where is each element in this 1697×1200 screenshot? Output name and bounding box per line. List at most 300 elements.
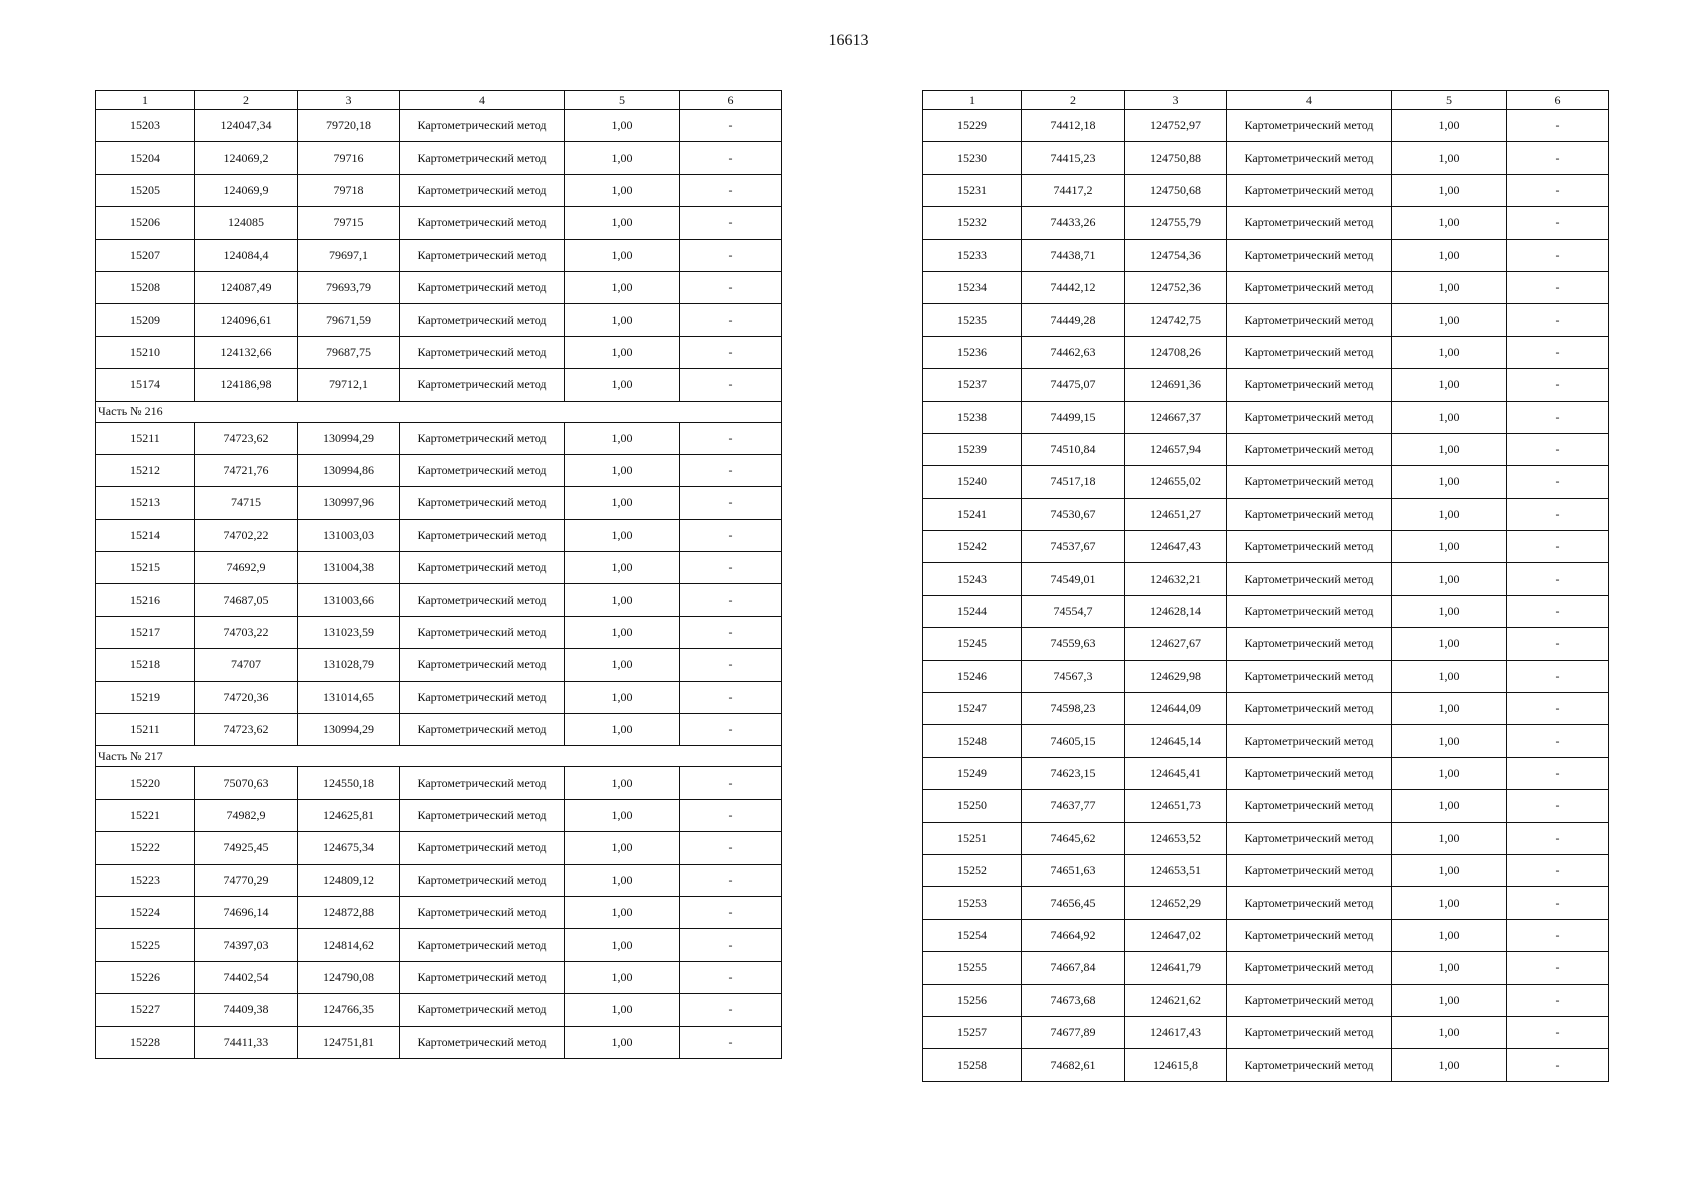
table-cell: 74637,77 <box>1022 790 1125 822</box>
table-row <box>923 142 1609 174</box>
table-cell: 15229 <box>923 110 1022 142</box>
table-row <box>923 110 1609 142</box>
table-cell: 15240 <box>923 466 1022 498</box>
table-cell: 74703,22 <box>195 616 298 648</box>
table-cell: Картометрический метод <box>400 929 565 961</box>
table-cell: 124047,34 <box>195 110 298 142</box>
table-row <box>96 929 782 961</box>
column-header: 6 <box>1507 91 1609 110</box>
table-cell: 124084,4 <box>195 239 298 271</box>
table-cell: 74415,23 <box>1022 142 1125 174</box>
table-cell: 124644,09 <box>1125 693 1227 725</box>
table-row <box>96 616 782 648</box>
table-cell: 15223 <box>96 864 195 896</box>
table-cell: Картометрический метод <box>1227 952 1392 984</box>
table-cell: 79720,18 <box>298 110 400 142</box>
table-cell: 131023,59 <box>298 616 400 648</box>
table-cell: 124655,02 <box>1125 466 1227 498</box>
coordinates-table-right <box>922 90 1609 1082</box>
table-cell: 15251 <box>923 822 1022 854</box>
table-cell: Картометрический метод <box>400 454 565 486</box>
table-cell: Картометрический метод <box>1227 1049 1392 1081</box>
table-cell: - <box>1507 271 1609 303</box>
table-cell: Картометрический метод <box>1227 854 1392 886</box>
table-cell: 124645,14 <box>1125 725 1227 757</box>
table-cell: Картометрический метод <box>400 142 565 174</box>
table-cell: - <box>1507 725 1609 757</box>
table-cell: 79715 <box>298 207 400 239</box>
table-row <box>96 369 782 401</box>
table-row <box>923 401 1609 433</box>
table-cell: 124651,73 <box>1125 790 1227 822</box>
table-cell: Картометрический метод <box>1227 433 1392 465</box>
table-cell: 124742,75 <box>1125 304 1227 336</box>
table-header-row <box>96 91 782 110</box>
table-cell: 1,00 <box>565 336 680 368</box>
table-cell: Картометрический метод <box>1227 725 1392 757</box>
table-cell: 15241 <box>923 498 1022 530</box>
table-cell: - <box>680 454 782 486</box>
table-cell: 1,00 <box>1392 660 1507 692</box>
table-cell: Картометрический метод <box>1227 369 1392 401</box>
table-cell: - <box>680 864 782 896</box>
table-row <box>96 896 782 928</box>
table-cell: 1,00 <box>565 239 680 271</box>
table-cell: Картометрический метод <box>1227 757 1392 789</box>
table-cell: 15252 <box>923 854 1022 886</box>
table-row <box>96 304 782 336</box>
table-cell: 74692,9 <box>195 552 298 584</box>
table-row <box>96 994 782 1026</box>
table-cell: 1,00 <box>1392 984 1507 1016</box>
table-row <box>96 422 782 454</box>
table-cell: 74411,33 <box>195 1026 298 1058</box>
table-cell: - <box>680 929 782 961</box>
table-cell: - <box>1507 790 1609 822</box>
table-cell: 74449,28 <box>1022 304 1125 336</box>
column-header: 3 <box>298 91 400 110</box>
table-row <box>923 1016 1609 1048</box>
table-cell: 1,00 <box>1392 498 1507 530</box>
table-cell: 74559,63 <box>1022 628 1125 660</box>
table-cell: 1,00 <box>565 304 680 336</box>
table-cell: 1,00 <box>1392 239 1507 271</box>
table-cell: - <box>680 767 782 799</box>
table-cell: 74438,71 <box>1022 239 1125 271</box>
table-cell: 74723,62 <box>195 422 298 454</box>
table-cell: 124647,43 <box>1125 531 1227 563</box>
table-cell: 1,00 <box>1392 207 1507 239</box>
table-cell: Картометрический метод <box>1227 1016 1392 1048</box>
table-cell: 1,00 <box>1392 854 1507 886</box>
table-cell: 124667,37 <box>1125 401 1227 433</box>
table-cell: Картометрический метод <box>1227 919 1392 951</box>
table-cell: Картометрический метод <box>400 422 565 454</box>
table-row <box>96 649 782 681</box>
table-cell: 74475,07 <box>1022 369 1125 401</box>
table-row <box>923 336 1609 368</box>
table-cell: 1,00 <box>1392 563 1507 595</box>
table-row <box>96 552 782 584</box>
table-cell: 1,00 <box>565 961 680 993</box>
table-row <box>923 854 1609 886</box>
table-cell: 74598,23 <box>1022 693 1125 725</box>
table-cell: 74567,3 <box>1022 660 1125 692</box>
table-cell: - <box>680 304 782 336</box>
table-cell: - <box>680 961 782 993</box>
table-cell: 74517,18 <box>1022 466 1125 498</box>
table-cell: 15204 <box>96 142 195 174</box>
table-cell: 1,00 <box>565 271 680 303</box>
table-cell: 124708,26 <box>1125 336 1227 368</box>
table-cell: 124752,36 <box>1125 271 1227 303</box>
column-header: 4 <box>400 91 565 110</box>
table-row <box>923 433 1609 465</box>
table-row <box>923 919 1609 951</box>
table-row <box>96 110 782 142</box>
table-cell: 124651,27 <box>1125 498 1227 530</box>
table-cell: 15234 <box>923 271 1022 303</box>
table-cell: 15233 <box>923 239 1022 271</box>
table-cell: 74645,62 <box>1022 822 1125 854</box>
table-cell: 15239 <box>923 433 1022 465</box>
table-cell: Картометрический метод <box>400 767 565 799</box>
table-cell: Картометрический метод <box>400 584 565 616</box>
table-row <box>923 239 1609 271</box>
table-cell: 74925,45 <box>195 832 298 864</box>
table-cell: 1,00 <box>565 714 680 746</box>
table-cell: Картометрический метод <box>400 649 565 681</box>
column-header: 2 <box>195 91 298 110</box>
table-cell: 74667,84 <box>1022 952 1125 984</box>
table-cell: 1,00 <box>565 487 680 519</box>
table-cell: 124627,67 <box>1125 628 1227 660</box>
table-row <box>96 142 782 174</box>
table-cell: 15231 <box>923 174 1022 206</box>
table-cell: - <box>680 336 782 368</box>
table-cell: 124814,62 <box>298 929 400 961</box>
table-cell: - <box>1507 110 1609 142</box>
table-cell: - <box>680 832 782 864</box>
table-cell: - <box>680 799 782 831</box>
table-cell: 15216 <box>96 584 195 616</box>
table-cell: - <box>1507 304 1609 336</box>
table-row <box>923 887 1609 919</box>
table-cell: - <box>1507 984 1609 1016</box>
table-cell: 79693,79 <box>298 271 400 303</box>
table-cell: Картометрический метод <box>400 369 565 401</box>
table-row <box>923 498 1609 530</box>
table-cell: 15208 <box>96 271 195 303</box>
table-cell: - <box>680 681 782 713</box>
table-cell: 15205 <box>96 174 195 206</box>
table-cell: 124752,97 <box>1125 110 1227 142</box>
table-cell: 79697,1 <box>298 239 400 271</box>
table-cell: 124755,79 <box>1125 207 1227 239</box>
table-cell: 15232 <box>923 207 1022 239</box>
table-cell: - <box>680 174 782 206</box>
table-cell: 124069,2 <box>195 142 298 174</box>
table-cell: Картометрический метод <box>400 994 565 1026</box>
table-cell: 131028,79 <box>298 649 400 681</box>
table-cell: Картометрический метод <box>400 961 565 993</box>
table-cell: 74720,36 <box>195 681 298 713</box>
table-cell: 1,00 <box>565 519 680 551</box>
table-cell: 15219 <box>96 681 195 713</box>
table-cell: - <box>680 142 782 174</box>
table-cell: 15250 <box>923 790 1022 822</box>
table-row <box>96 487 782 519</box>
table-cell: - <box>680 649 782 681</box>
table-cell: - <box>680 616 782 648</box>
table-cell: 124615,8 <box>1125 1049 1227 1081</box>
table-cell: 15226 <box>96 961 195 993</box>
table-cell: - <box>1507 595 1609 627</box>
table-cell: 15248 <box>923 725 1022 757</box>
table-row <box>923 1049 1609 1081</box>
table-cell: 74651,63 <box>1022 854 1125 886</box>
table-cell: Картометрический метод <box>400 336 565 368</box>
table-cell: 15258 <box>923 1049 1022 1081</box>
table-cell: 124550,18 <box>298 767 400 799</box>
table-cell: 74715 <box>195 487 298 519</box>
table-cell: 1,00 <box>1392 110 1507 142</box>
table-cell: 1,00 <box>565 110 680 142</box>
table-cell: 74673,68 <box>1022 984 1125 1016</box>
table-cell: 1,00 <box>565 832 680 864</box>
table-cell: - <box>680 422 782 454</box>
table-cell: 131003,03 <box>298 519 400 551</box>
table-cell: - <box>680 239 782 271</box>
table-cell: 15225 <box>96 929 195 961</box>
table-cell: 75070,63 <box>195 767 298 799</box>
table-cell: 130997,96 <box>298 487 400 519</box>
table-cell: 1,00 <box>1392 271 1507 303</box>
table-cell: - <box>1507 531 1609 563</box>
table-row <box>96 174 782 206</box>
table-cell: 124754,36 <box>1125 239 1227 271</box>
table-cell: 74510,84 <box>1022 433 1125 465</box>
table-cell: 15215 <box>96 552 195 584</box>
table-cell: Картометрический метод <box>1227 790 1392 822</box>
table-cell: - <box>680 714 782 746</box>
table-cell: 1,00 <box>565 584 680 616</box>
table-cell: 124085 <box>195 207 298 239</box>
table-cell: Картометрический метод <box>400 552 565 584</box>
table-cell: - <box>680 584 782 616</box>
table-cell: 15206 <box>96 207 195 239</box>
table-cell: Картометрический метод <box>1227 887 1392 919</box>
table-cell: Картометрический метод <box>1227 401 1392 433</box>
table-cell: Картометрический метод <box>1227 174 1392 206</box>
table-cell: 124132,66 <box>195 336 298 368</box>
table-cell: 1,00 <box>1392 693 1507 725</box>
table-body-left <box>96 110 782 1059</box>
table-cell: Картометрический метод <box>1227 498 1392 530</box>
table-cell: 130994,29 <box>298 714 400 746</box>
table-cell: - <box>680 896 782 928</box>
table-row <box>923 693 1609 725</box>
table-cell: 124632,21 <box>1125 563 1227 595</box>
table-cell: 124186,98 <box>195 369 298 401</box>
table-cell: 74462,63 <box>1022 336 1125 368</box>
table-cell: Картометрический метод <box>1227 822 1392 854</box>
table-cell: Картометрический метод <box>1227 304 1392 336</box>
table-cell: 124691,36 <box>1125 369 1227 401</box>
table-cell: 15245 <box>923 628 1022 660</box>
table-cell: - <box>680 552 782 584</box>
table-cell: - <box>680 994 782 1026</box>
table-cell: 1,00 <box>1392 595 1507 627</box>
table-cell: 74623,15 <box>1022 757 1125 789</box>
table-cell: 1,00 <box>1392 174 1507 206</box>
table-row <box>96 681 782 713</box>
table-cell: 15254 <box>923 919 1022 951</box>
table-cell: 1,00 <box>1392 628 1507 660</box>
section-label: Часть № 216 <box>96 401 782 422</box>
table-cell: 15207 <box>96 239 195 271</box>
table-cell: 1,00 <box>565 142 680 174</box>
table-cell: 124069,9 <box>195 174 298 206</box>
table-cell: 124750,88 <box>1125 142 1227 174</box>
table-cell: 1,00 <box>565 767 680 799</box>
table-row <box>923 271 1609 303</box>
column-header: 4 <box>1227 91 1392 110</box>
table-cell: 74605,15 <box>1022 725 1125 757</box>
table-cell: 131004,38 <box>298 552 400 584</box>
table-cell: 124645,41 <box>1125 757 1227 789</box>
table-cell: 74409,38 <box>195 994 298 1026</box>
table-row <box>923 563 1609 595</box>
table-cell: 131014,65 <box>298 681 400 713</box>
table-cell: 1,00 <box>1392 887 1507 919</box>
table-row <box>96 864 782 896</box>
table-cell: Картометрический метод <box>1227 563 1392 595</box>
table-cell: 74397,03 <box>195 929 298 961</box>
table-cell: - <box>680 110 782 142</box>
table-cell: 79671,59 <box>298 304 400 336</box>
table-cell: 74677,89 <box>1022 1016 1125 1048</box>
table-cell: - <box>1507 628 1609 660</box>
table-cell: 124751,81 <box>298 1026 400 1058</box>
table-row <box>96 714 782 746</box>
table-cell: Картометрический метод <box>1227 336 1392 368</box>
table-cell: 15235 <box>923 304 1022 336</box>
table-cell: 74664,92 <box>1022 919 1125 951</box>
table-cell: 15214 <box>96 519 195 551</box>
table-cell: 74696,14 <box>195 896 298 928</box>
table-cell: 1,00 <box>565 994 680 1026</box>
table-cell: - <box>680 271 782 303</box>
table-cell: 1,00 <box>565 207 680 239</box>
table-cell: 15220 <box>96 767 195 799</box>
table-cell: Картометрический метод <box>1227 595 1392 627</box>
table-cell: Картометрический метод <box>400 832 565 864</box>
table-cell: 15212 <box>96 454 195 486</box>
table-cell: 15237 <box>923 369 1022 401</box>
table-row <box>923 952 1609 984</box>
table-cell: 74723,62 <box>195 714 298 746</box>
table-row <box>923 369 1609 401</box>
table-cell: 1,00 <box>565 929 680 961</box>
table-cell: 79712,1 <box>298 369 400 401</box>
section-header-row <box>96 746 782 767</box>
table-cell: 1,00 <box>1392 433 1507 465</box>
table-cell: Картометрический метод <box>400 616 565 648</box>
table-cell: 74537,67 <box>1022 531 1125 563</box>
table-cell: - <box>680 369 782 401</box>
table-cell: 124766,35 <box>298 994 400 1026</box>
table-row <box>923 207 1609 239</box>
table-cell: 124790,08 <box>298 961 400 993</box>
table-cell: 1,00 <box>1392 142 1507 174</box>
table-cell: Картометрический метод <box>1227 239 1392 271</box>
table-cell: 74721,76 <box>195 454 298 486</box>
table-cell: - <box>1507 239 1609 271</box>
table-cell: 130994,29 <box>298 422 400 454</box>
table-cell: 15218 <box>96 649 195 681</box>
table-row <box>96 584 782 616</box>
table-cell: 74682,61 <box>1022 1049 1125 1081</box>
table-row <box>923 660 1609 692</box>
table-cell: - <box>1507 369 1609 401</box>
section-label: Часть № 217 <box>96 746 782 767</box>
table-cell: 15217 <box>96 616 195 648</box>
table-cell: 124653,52 <box>1125 822 1227 854</box>
table-cell: 124625,81 <box>298 799 400 831</box>
table-cell: - <box>1507 498 1609 530</box>
table-cell: - <box>1507 563 1609 595</box>
column-header: 5 <box>565 91 680 110</box>
table-cell: 124628,14 <box>1125 595 1227 627</box>
table-row <box>923 595 1609 627</box>
table-cell: 1,00 <box>1392 369 1507 401</box>
table-row <box>96 454 782 486</box>
table-cell: 1,00 <box>565 454 680 486</box>
table-cell: 15210 <box>96 336 195 368</box>
table-cell: 1,00 <box>1392 401 1507 433</box>
table-cell: 15230 <box>923 142 1022 174</box>
table-cell: - <box>1507 207 1609 239</box>
table-cell: 1,00 <box>565 552 680 584</box>
table-cell: 15236 <box>923 336 1022 368</box>
table-cell: 74770,29 <box>195 864 298 896</box>
table-cell: - <box>1507 142 1609 174</box>
table-cell: 1,00 <box>565 799 680 831</box>
table-cell: 1,00 <box>1392 725 1507 757</box>
table-cell: 1,00 <box>1392 952 1507 984</box>
table-cell: 15203 <box>96 110 195 142</box>
table-cell: 124087,49 <box>195 271 298 303</box>
table-cell: 74554,7 <box>1022 595 1125 627</box>
table-cell: 1,00 <box>565 896 680 928</box>
table-cell: 124647,02 <box>1125 919 1227 951</box>
table-cell: 1,00 <box>1392 1016 1507 1048</box>
table-cell: - <box>1507 1049 1609 1081</box>
table-cell: 15253 <box>923 887 1022 919</box>
table-cell: 1,00 <box>565 681 680 713</box>
table-row <box>923 531 1609 563</box>
table-cell: 1,00 <box>565 174 680 206</box>
table-cell: Картометрический метод <box>1227 271 1392 303</box>
column-header: 1 <box>96 91 195 110</box>
table-cell: 15224 <box>96 896 195 928</box>
table-row <box>923 757 1609 789</box>
table-cell: 15249 <box>923 757 1022 789</box>
table-cell: Картометрический метод <box>1227 531 1392 563</box>
table-cell: 15238 <box>923 401 1022 433</box>
table-cell: Картометрический метод <box>400 304 565 336</box>
